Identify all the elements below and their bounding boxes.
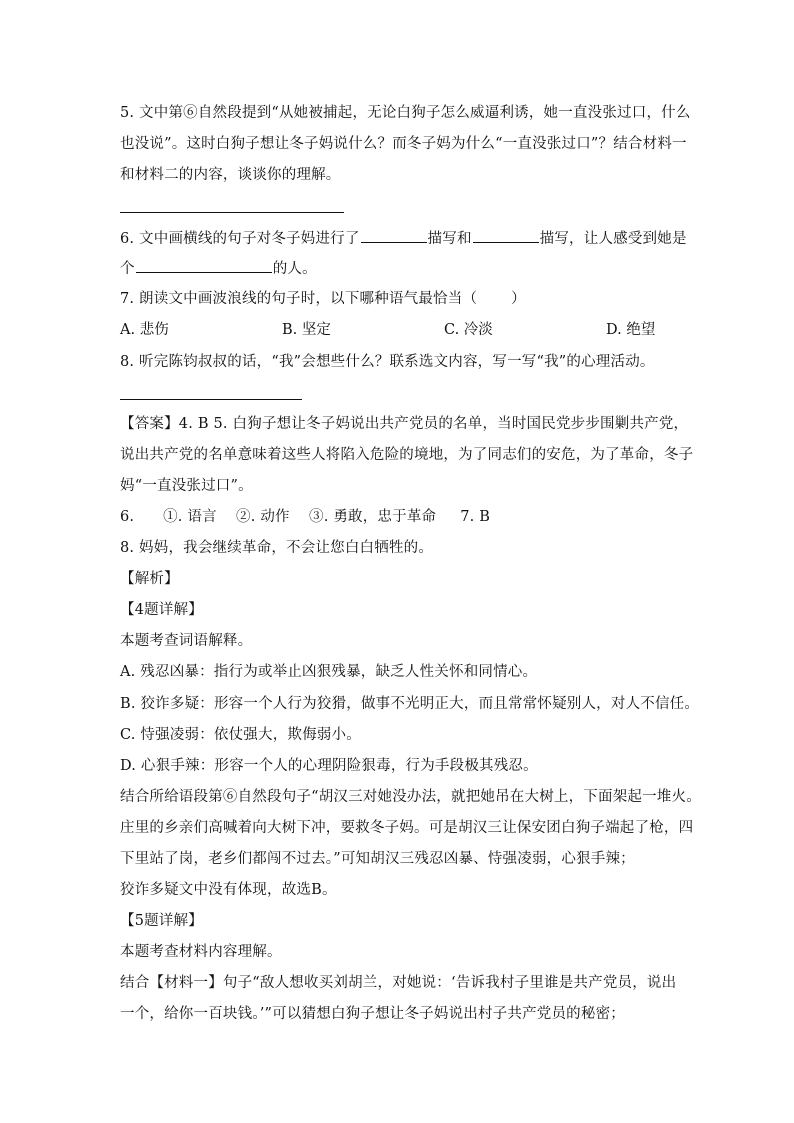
answer-line-3: 妈“一直没张过口”。 (120, 478, 253, 494)
q4-option-d: D. 心狠手辣：形容一个人的心理阴险狠毒，行为手段极其残忍。 (120, 758, 538, 774)
q6-line-1 (120, 228, 687, 249)
q6-blank-2 (473, 228, 539, 243)
q7-option-c: C. 冷淡 (444, 322, 493, 338)
q5-answer-line (120, 212, 344, 213)
q7-option-d: D. 绝望 (606, 322, 656, 338)
q6-prefix: 6. 文中画横线的句子对冬子妈进行了 (120, 231, 360, 247)
q5-heading: 【5题详解】 (120, 913, 203, 929)
answer-line-4: 6. ①. 语言 ②. 动作 ③. 勇敢，忠于革命 7. B (120, 509, 491, 525)
q4-option-c: C. 恃强凌弱：依仗强大，欺侮弱小。 (120, 727, 361, 743)
q5-line-3: 和材料二的内容，谈谈你的理解。 (120, 167, 341, 183)
q6-line2-suffix: 的人。 (272, 261, 317, 277)
q6-mid-2: 描写，让人感受到她是 (539, 231, 687, 247)
q5-intro: 本题考查材料内容理解。 (120, 944, 282, 960)
q6-blank-1 (361, 228, 427, 243)
q8-text: 8. 听完陈钧叔叔的话，“我”会想些什么？联系选文内容，写一写“我”的心理活动。 (120, 354, 655, 370)
q4-paragraph-4: 狡诈多疑文中没有体现，故选B。 (120, 882, 337, 898)
answer-line-1: 【答案】4. B 5. 白狗子想让冬子妈说出共产党员的名单，当时国民党步步围剿共产党， (120, 416, 689, 432)
q5-line-2: 也没说”。这时白狗子想让冬子妈说什么？而冬子妈为什么“一直没张过口”？结合材料一 (120, 136, 687, 152)
q5-paragraph-2: 一个，给你一百块钱。’”可以猜想白狗子想让冬子妈说出村子共产党员的秘密； (120, 1006, 625, 1022)
q7-option-b: B. 坚定 (282, 322, 331, 338)
q8-answer-line (120, 399, 302, 400)
q4-option-a: A. 残忍凶暴：指行为或举止凶狠残暴，缺乏人性关怀和同情心。 (120, 664, 538, 680)
q6-line-2 (120, 258, 317, 279)
q7-stem-end: ） (511, 291, 526, 307)
q4-paragraph-3: 下里站了岗，老乡们都闯不过去。”可知胡汉三残忍凶暴、恃强凌弱，心狠手辣； (120, 851, 635, 867)
q4-paragraph-2: 庄里的乡亲们高喊着向大树下冲，要救冬子妈。可是胡汉三让保安团白狗子端起了枪，四 (120, 820, 694, 836)
q6-line2-prefix: 个 (120, 261, 135, 277)
q7-stem-start: 7. 朗读文中画波浪线的句子时，以下哪种语气最恰当（ (120, 291, 478, 307)
q6-mid-1: 描写和 (427, 231, 472, 247)
q4-heading: 【4题详解】 (120, 602, 203, 618)
q6-blank-3 (136, 258, 272, 273)
q4-option-b: B. 狡诈多疑：形容一个人行为狡猾，做事不光明正大，而且常常怀疑别人，对人不信任。 (120, 696, 700, 712)
q5-paragraph-1: 结合【材料一】句子“敌人想收买刘胡兰，对她说：‘告诉我村子里谁是共产党员，说出 (120, 975, 677, 991)
q5-line-1: 5. 文中第⑥自然段提到“从她被捕起，无论白狗子怎么威逼利诱，她一直没张过口，什么 (120, 105, 691, 121)
q7-option-a: A. 悲伤 (120, 322, 169, 338)
analysis-heading: 【解析】 (120, 571, 179, 587)
q4-paragraph-1: 结合所给语段第⑥自然段句子“胡汉三对她没办法，就把她吊在大树上，下面架起一堆火。 (120, 789, 701, 805)
answer-line-2: 说出共产党的名单意味着这些人将陷入危险的境地，为了同志们的安危，为了革命，冬子 (120, 447, 694, 463)
q4-intro: 本题考查词语解释。 (120, 633, 253, 649)
answer-line-5: 8. 妈妈，我会继续革命，不会让您白白牺牲的。 (120, 540, 434, 556)
q7-stem (120, 289, 526, 309)
